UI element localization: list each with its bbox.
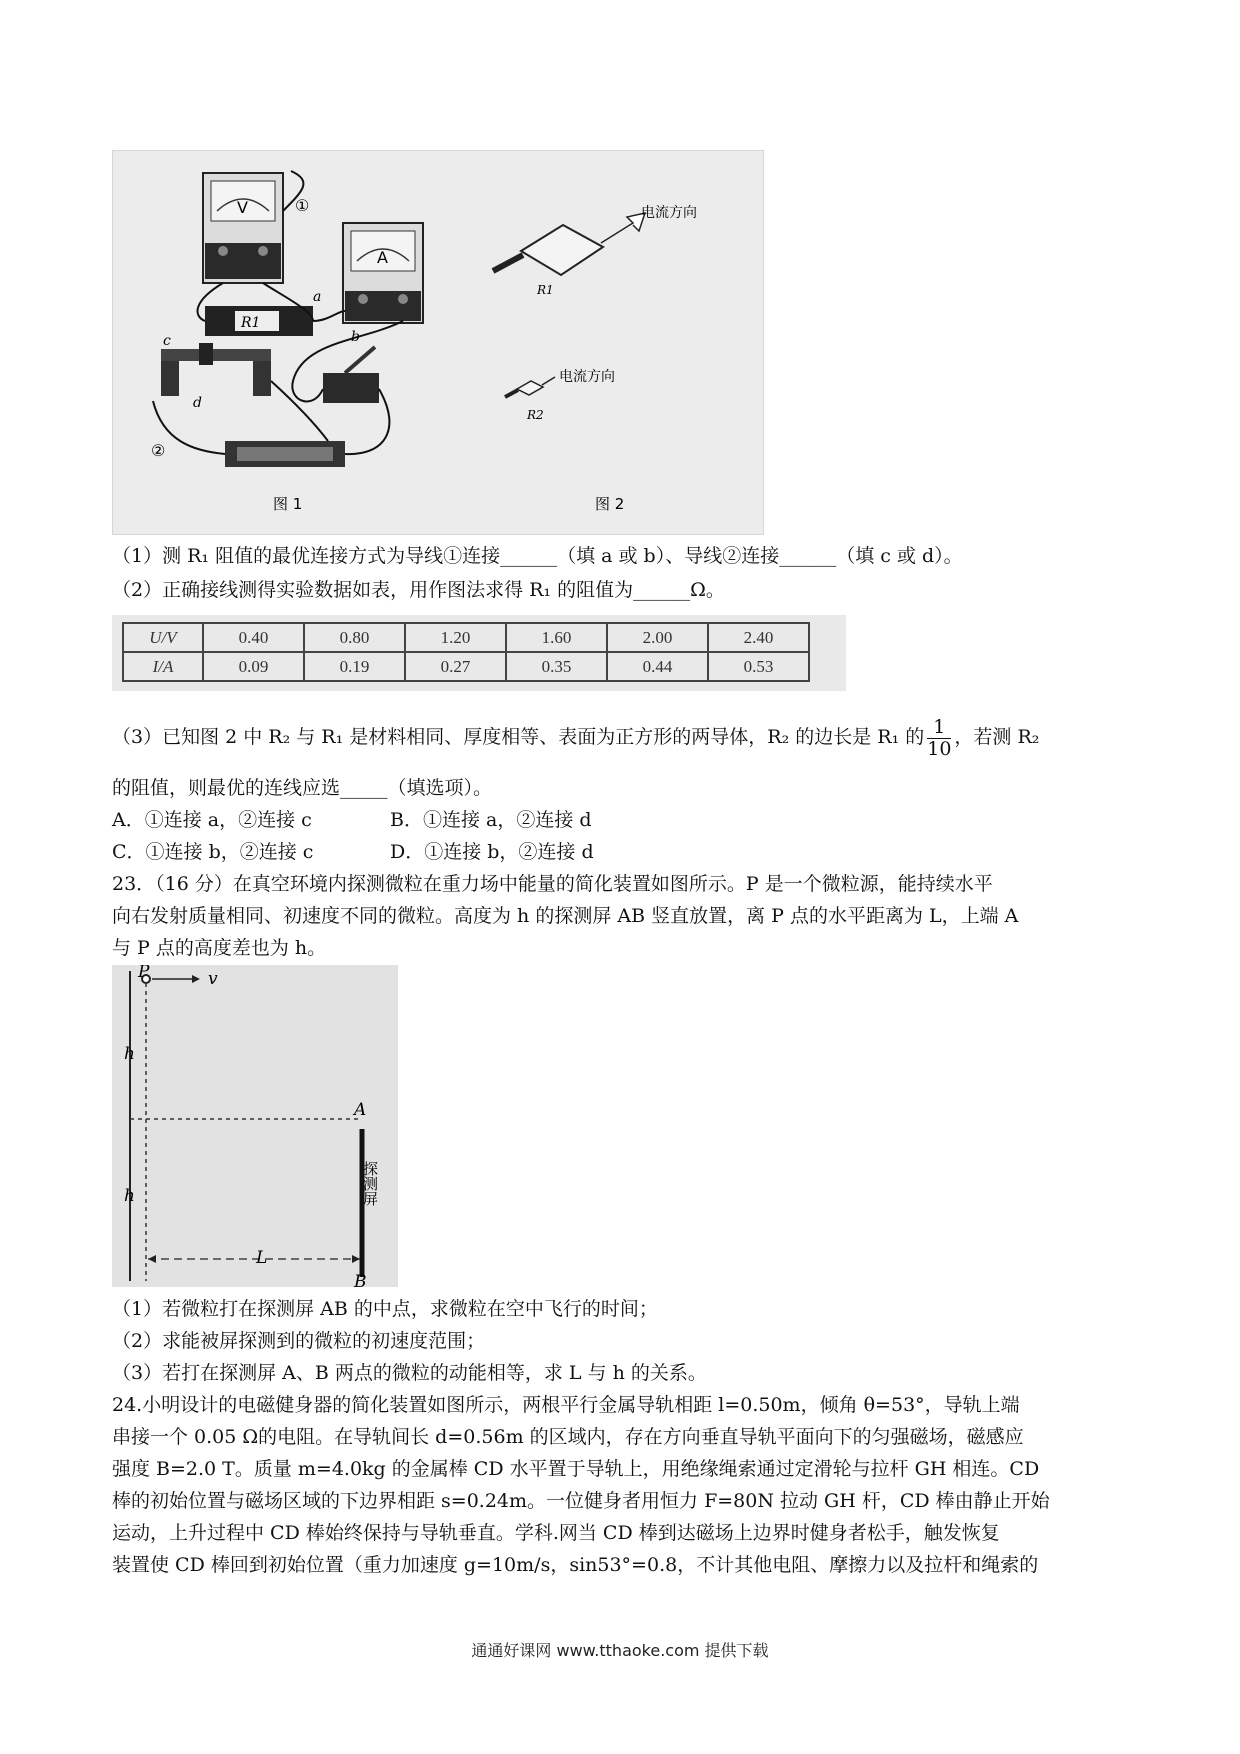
data-table xyxy=(122,622,810,682)
option-b: B．①连接 a，②连接 d xyxy=(390,809,592,831)
l-label: L xyxy=(256,1248,268,1268)
table-cell: 0.19 xyxy=(304,652,405,681)
q24-line5: 运动，上升过程中 CD 棒始终保持与导轨垂直。学科.网当 CD 棒到达磁场上边界时健身者松手，触发恢复 xyxy=(112,1522,1000,1544)
table-cell: 0.44 xyxy=(607,652,708,681)
current-direction-1: 电流方向 xyxy=(641,205,697,221)
h-bottom-label: h xyxy=(124,1186,135,1206)
q23-figure xyxy=(112,965,398,1287)
table-row xyxy=(123,623,809,652)
h-top-label: h xyxy=(124,1044,135,1064)
q24-line1: 24.小明设计的电磁健身器的简化装置如图所示，两根平行金属导轨相距 l=0.50m，倾角 θ=53°，导轨上端 xyxy=(112,1394,1020,1416)
option-c: C．①连接 b，②连接 c xyxy=(112,841,314,863)
resistor-r1 xyxy=(205,306,313,336)
r1-label: R1 xyxy=(241,315,261,331)
q22-part3-after: ，若测 R₂ xyxy=(954,726,1040,748)
table-header-u: U/V xyxy=(123,623,203,652)
switch xyxy=(323,347,379,403)
point-a-label: a xyxy=(313,289,322,305)
q24-line4: 棒的初始位置与磁场区域的下边界相距 s=0.24m。一位健身者用恒力 F=80N 拉动 GH 杆，CD 棒由静止开始 xyxy=(112,1490,1050,1512)
conductor-r2 xyxy=(505,377,555,397)
voltmeter xyxy=(203,173,283,283)
figure2-caption: 图 2 xyxy=(595,495,625,513)
table-cell: 0.53 xyxy=(708,652,809,681)
wire2-marker: ② xyxy=(151,441,166,460)
rheostat xyxy=(161,343,271,396)
point-c-label: c xyxy=(163,333,171,349)
point-p-label: P xyxy=(138,965,150,982)
table-cell: 1.20 xyxy=(405,623,506,652)
current-direction-2: 电流方向 xyxy=(559,369,615,385)
conductor2-label: R2 xyxy=(527,408,544,422)
q22-part2: （2）正确接线测得实验数据如表，用作图法求得 R₁ 的阻值为______Ω。 xyxy=(112,579,725,601)
q22-part3 xyxy=(112,715,1039,759)
screen-label: 探测屏 xyxy=(361,1161,379,1206)
table-cell: 0.40 xyxy=(203,623,304,652)
table-cell: 1.60 xyxy=(506,623,607,652)
conductor1-label: R1 xyxy=(537,283,554,297)
q23-diagram xyxy=(112,965,398,1287)
q23-sub2: （2）求能被屏探测到的微粒的初速度范围； xyxy=(112,1330,486,1352)
table-cell: 0.27 xyxy=(405,652,506,681)
q23-line2: 向右发射质量相同、初速度不同的微粒。高度为 h 的探测屏 AB 竖直放置，离 P 点的水平距离为 L，上端 A xyxy=(112,905,1019,927)
page-footer: 通通好课网 www.tthaoke.com 提供下载 xyxy=(471,1641,769,1660)
table-row xyxy=(123,652,809,681)
velocity-label: v xyxy=(208,969,218,989)
voltmeter-label: V xyxy=(237,198,248,217)
point-b-label: B xyxy=(354,1272,367,1287)
q22-part1: （1）测 R₁ 阻值的最优连接方式为导线①连接______（填 a 或 b）、导线②连接______（填 c 或 d）。 xyxy=(112,545,963,567)
ammeter xyxy=(343,223,423,323)
wire1-marker: ① xyxy=(295,196,310,215)
conductor-r1 xyxy=(493,213,645,275)
table-cell: 2.40 xyxy=(708,623,809,652)
q23-line1: 23．（16 分）在真空环境内探测微粒在重力场中能量的简化装置如图所示。P 是一个微粒源，能持续水平 xyxy=(112,873,993,895)
point-d-label: d xyxy=(193,395,202,411)
table-cell: 0.35 xyxy=(506,652,607,681)
q23-line3: 与 P 点的高度差也为 h。 xyxy=(112,937,327,959)
option-d: D．①连接 b，②连接 d xyxy=(390,841,594,863)
circuit-drawing xyxy=(113,151,763,534)
q23-sub3: （3）若打在探测屏 A、B 两点的微粒的动能相等，求 L 与 h 的关系。 xyxy=(112,1362,707,1384)
fraction-denominator: 10 xyxy=(927,737,952,760)
fraction-numerator: 1 xyxy=(927,717,951,739)
option-a: A．①连接 a，②连接 c xyxy=(112,809,312,831)
table-cell: 0.09 xyxy=(203,652,304,681)
q24-line6: 装置使 CD 棒回到初始位置（重力加速度 g=10m/s，sin53°=0.8，不计其他电阻、摩擦力以及拉杆和绳索的 xyxy=(112,1554,1039,1576)
q22-part3-line2: 的阻值，则最优的连线应选_____（填选项）。 xyxy=(112,777,493,799)
point-b-label: b xyxy=(351,329,360,345)
q22-part3-before: （3）已知图 2 中 R₂ 与 R₁ 是材料相同、厚度相等、表面为正方形的两导体，R₂ 的边长是 R₁ 的 xyxy=(112,726,925,748)
fraction-one-tenth xyxy=(927,717,951,760)
q24-line3: 强度 B=2.0 T。质量 m=4.0kg 的金属棒 CD 水平置于导轨上，用绝缘绳索通过定滑轮与拉杆 GH 相连。CD xyxy=(112,1458,1040,1480)
point-a-label: A xyxy=(354,1100,367,1120)
battery-box xyxy=(225,441,345,467)
q23-sub1: （1）若微粒打在探测屏 AB 的中点，求微粒在空中飞行的时间； xyxy=(112,1298,658,1320)
table-header-i: I/A xyxy=(123,652,203,681)
circuit-figure xyxy=(112,150,764,535)
data-table-scan xyxy=(112,615,846,691)
figure1-caption: 图 1 xyxy=(273,495,303,513)
table-cell: 0.80 xyxy=(304,623,405,652)
table-cell: 2.00 xyxy=(607,623,708,652)
ammeter-label: A xyxy=(377,248,388,267)
q24-line2: 串接一个 0.05 Ω的电阻。在导轨间长 d=0.56m 的区域内，存在方向垂直导轨平面向下的匀强磁场，磁感应 xyxy=(112,1426,1024,1448)
